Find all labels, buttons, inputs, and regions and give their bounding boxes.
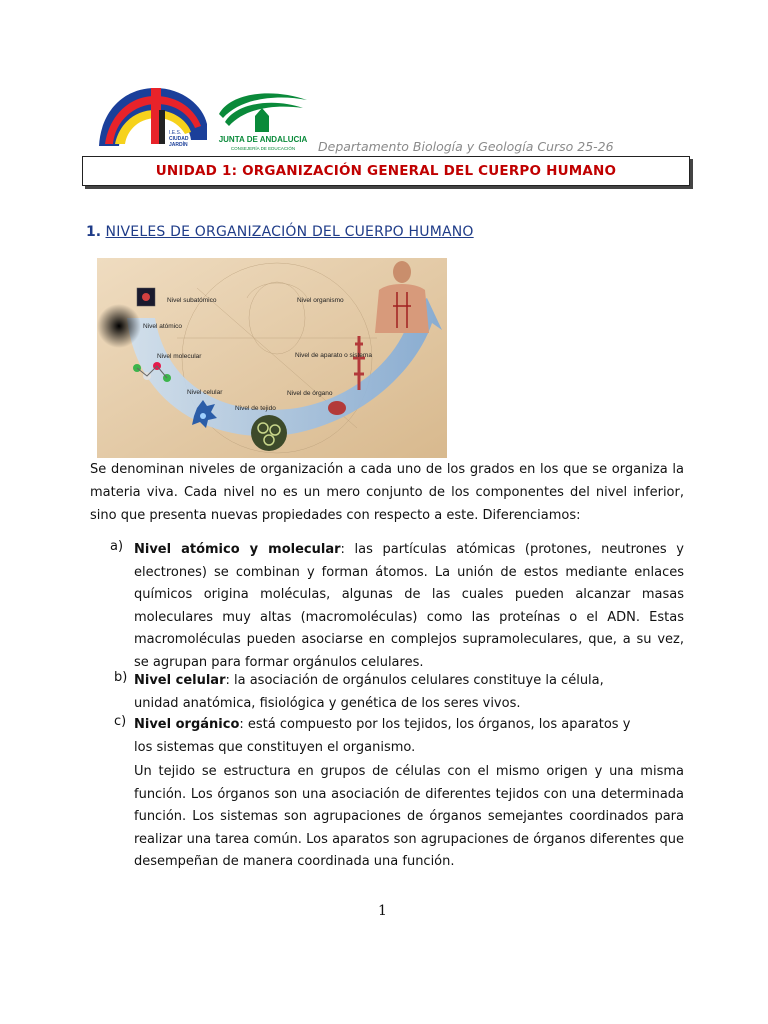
- page-number: 1: [378, 903, 387, 919]
- unit-title: UNIDAD 1: ORGANIZACIÓN GENERAL DEL CUERPO HUMANO: [155, 163, 617, 179]
- item-c-extra: Un tejido se estructura en grupos de células con el mismo origen y una misma función. Los órganos son una asociación de diferentes tejidos con una determinada función. Los sistemas son agrupaciones de órganos semejantes coordinados para realizar una tarea común. Los aparatos son agrupaciones de órganos diferentes que desempeñan de manera coordinada una función.: [134, 764, 684, 869]
- label-cellular: Nivel celular: [187, 389, 223, 396]
- organ-icon: [328, 401, 346, 415]
- atom-blob: [97, 304, 141, 348]
- junta-logo-text-2: CONSEJERÍA DE EDUCACIÓN: [230, 146, 296, 151]
- label-organ: Nivel de órgano: [287, 390, 333, 397]
- section-number: 1.: [86, 224, 102, 240]
- organization-levels-figure: [97, 258, 447, 458]
- item-b: [134, 670, 634, 715]
- item-b-text: : la asociación de orgánulos celulares constituye la célula, unidad anatómica, fisiológica y genética de los seres vivos.: [134, 673, 604, 711]
- school-logo-text-3: JARDÍN: [169, 142, 188, 148]
- junta-logo-text-1: JUNTA DE ANDALUCIA: [218, 135, 308, 144]
- item-a-text: : las partículas atómicas (protones, neutrones y electrones) se combinan y forman átomos. La unión de estos mediante enlaces químicos origina moléculas, algunas de las cuales pueden alcanzar masas moleculares muy altas (macromoléculas) como las proteínas o el ADN. Estas macromoléculas pueden asociarse en complejos supramoleculares, que, a su vez, se agrupan para formar orgánulos celulares.: [134, 542, 684, 670]
- item-a: [134, 539, 684, 674]
- label-tissue: Nivel de tejido: [235, 405, 276, 412]
- item-c-marker: c): [114, 714, 127, 729]
- item-c: [134, 714, 644, 759]
- school-logo-text-1: I.E.S.: [169, 130, 182, 136]
- unit-title-box: [82, 156, 690, 186]
- school-logo-text-2: CIUDAD: [169, 136, 189, 142]
- label-subatomic: Nivel subatómico: [167, 297, 217, 304]
- section-heading: [86, 224, 474, 240]
- department-label: Departamento Biología y Geología Curso 25-26: [318, 139, 614, 154]
- tissue-icon: [251, 415, 287, 451]
- item-a-marker: a): [110, 539, 124, 554]
- item-b-marker: b): [114, 670, 128, 685]
- intro-paragraph: Se denominan niveles de organización a cada uno de los grados en los que se organiza la materia viva. Cada nivel no es un mero conjunto de los componentes del nivel inferior, sino que presenta nuevas propiedades con respecto a este. Diferenciamos:: [90, 462, 684, 523]
- item-b-term: Nivel celular: [134, 673, 226, 688]
- junta-logo: [213, 86, 313, 154]
- label-atomic: Nivel atómico: [143, 323, 183, 330]
- item-a-term: Nivel atómico y molecular: [134, 542, 341, 557]
- school-logo: [95, 80, 210, 152]
- label-molecular: Nivel molecular: [157, 353, 202, 360]
- label-system: Nivel de aparato o sistema: [295, 352, 372, 359]
- label-organism: Nivel organismo: [297, 297, 344, 304]
- section-title: NIVELES DE ORGANIZACIÓN DEL CUERPO HUMANO: [105, 224, 474, 240]
- item-c-term: Nivel orgánico: [134, 717, 240, 732]
- item-c-text: : está compuesto por los tejidos, los órganos, los aparatos y los sistemas que constituyen el organismo.: [134, 717, 631, 755]
